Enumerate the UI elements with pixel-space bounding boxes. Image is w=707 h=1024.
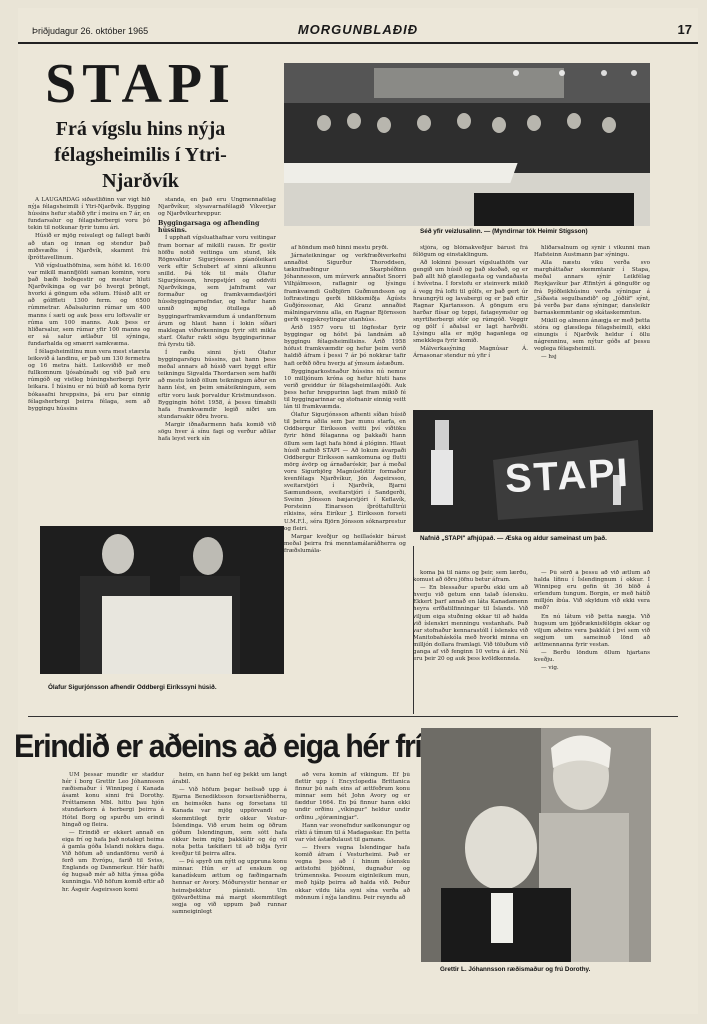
article2-column-5 xyxy=(534,570,650,710)
paragraph: — Erindið er ekkert annað en eiga frí og hafa það notalegt heima á gamla góða Íslandi nokkra daga. Við höfum að undanförnu verið á ferð um Evrópu, farið til Sviss, Englands og Danmerkur. Hér hafði ég hugsað mér að hitta ýmsa góða kunningja. Við höfum komið eftir að hr. Ásgeir Ásgeirsson komi xyxy=(62,829,164,893)
officials-handover-photo xyxy=(40,526,284,674)
stage-photo-caption: Nafnið „STAPI" afhjúpað. — Æska og aldur sameinast um það. xyxy=(420,535,607,542)
page-header xyxy=(18,8,698,44)
article1-column-4 xyxy=(413,245,528,407)
paragraph: Húsið er mjög reisulegt og fallegt bæði að utan og innan og stendur það miðsvæðis í Njarðvík, skammt frá íþróttavellinum. xyxy=(28,233,150,261)
article1-column-5 xyxy=(534,245,650,407)
paragraph: Margir iðnaðarmenn hafa komið við sögu hver á sínu fagi og verður aðilar hafa leyst verk sín xyxy=(158,421,276,443)
paragraph: koma þá til náms og þeir, sem lærðu, komust að öðru jöfnu betur áfram. xyxy=(413,570,528,584)
paragraph: — vig. xyxy=(541,665,559,672)
article2-column-3 xyxy=(295,772,410,972)
paragraph: Í upphafi vígsluathafnar voru veitingar fram bornar af mikilli rausn. Er gestir höfðu notið veitinga um stund, lék Rögnvaldur Sigurjónsson píanóleikari verk eftir Schubert af sinni alkunnu snilld. Þá tók til máls Ólafur Sigurjónsson, hreppstjóri og oddviti Njarðvíkinga, sem jafnframt var formaður og framkvæmdastjóri hússbyggingarnefndar, og hefur hann unnið mjög ötullega að byggingarframkvæmdum á undanförnum árum og hlaut hann í lokin síðari maklegan viðurkenningu fyrir sitt mikla starf. Ólafur rakti sögu byggingarinnar frá fyrstu tíð. xyxy=(158,235,276,348)
article1-column-3 xyxy=(284,245,406,717)
header-paper-name: MORGUNBLAÐIÐ xyxy=(297,22,419,37)
article2-column-1 xyxy=(62,772,164,972)
article1-subtitle: Frá vígslu hins nýja félagsheimilis í Ytri-Njarðvík xyxy=(54,118,227,192)
section-heading: Byggingarsaga og afhending hússins. xyxy=(158,220,260,235)
article-divider xyxy=(28,716,678,717)
article2-column-2 xyxy=(172,772,287,972)
article2-title: Erindið er aðeins að eiga hér frí xyxy=(14,728,422,764)
paragraph: stjóra, og blómakveðjur bárust frá félögum og einstaklingum. xyxy=(413,245,528,259)
paragraph: — Hvers vegna Íslendingar hafa komið áfram í Vesturheimi. Það er vegna þess að í hinum íslensku ættstofni þjóðinni, dugnaður og trúmennska. Þessum eiginleikum mun, með hjálp þeirra að halda við. Þeður okkar vildu láta syni sína verða að mönnum í nýja landinu. Þeir reyndu að xyxy=(295,844,410,901)
paragraph: að vera komin af víkingum. Ef þú flettir upp í Encyclopedia Brittanica finnur þú nafn eins af ættfeðrum konu minnar sem hét John Avory og er fæddur 1664. En þú finnur hann ekki undir orðinu „víkingur" heldur undir orðinu „sjóræningjar". xyxy=(295,772,410,821)
paragraph: En nú látum við þetta nægja. Við hugsum um þjóðræknisfélögin okkar og viljum aðeins vera þakklát í því sem við segjum um sameinuð lönd að ættmennanna fyrir vestan. xyxy=(534,613,650,648)
article2-column-4 xyxy=(413,570,528,710)
stage-sign-photo xyxy=(413,410,653,532)
paragraph: Margar kveðjur og heillaóskir bárust meðal þeirra frá menntamálaráðherra og fræðslumála- xyxy=(284,533,406,554)
stage-sign-text: STAPI xyxy=(503,450,631,502)
paragraph: af höndum með hinni mestu prýði. xyxy=(291,245,389,251)
officials-photo-caption: Ólafur Sigurjónsson afhendir Oddbergi Eiríkssyni húsið. xyxy=(48,684,217,691)
paragraph: Mikill og almenn ánægja er með þetta stóra og glæsilega félagsheimili, ekki einungis í Njarðvík heldur í öllu nágrenninu, sem nýtur góðs af þessu veglega félagsheimili. xyxy=(534,317,650,353)
officials-handover-image xyxy=(40,526,284,674)
paragraph: standa, en það eru Ungmennafélag Njarðvíkur, slysavarnafélagið Víkverjar og Njarðvíkurhreppur. xyxy=(158,197,276,218)
article1-column-1 xyxy=(28,197,150,521)
banquet-photo-caption: Séð yfir veizlusalinn. — (Myndirnar tók Heimir Stígsson) xyxy=(420,228,588,235)
paragraph: hliðarsalnum og sýnir í vikunni man Hafsteinn Austmann þar sýningu. xyxy=(534,245,650,259)
paragraph: Byggingarkostnaður hússins nú nemur 10 milljónum króna og hefur hluti hans verið greiddur úr félagsheimilasjóði. Auk þess hefur hreppurinn lagt fram mikið fé til byggingarinnar og stofnanir einnig veitt lán til framkvæmda. xyxy=(284,368,406,411)
paragraph: Járnateikningar og verkfræðiverkefni annaðist Sigurður Thoroddsen, tæknifræðingur Skarphéðinn Jóhannesson, um múrverk annaðist Snorri Vilhjálmsson, raflagnir og lýsingu framkvæmdi Guðbjörn Guðmundsson og loftræstingu gerði blikksmiðja Ágústs Guðjónssonar, Aki Granz annaðist málningarvinnu alla, en Ragnar Björnsson gerði veggskreytingar utanhúss. xyxy=(284,253,406,323)
paragraph: — Við höfum þegar heilsað upp á Bjarna Benediktsson forsætisráðherra, en heimsókn hans og forsetans til Kanada var mjög uppörvandi og skemmtilegt fyrir okkur Vestur-Íslendinga. Við erum heim og öðrum góðum Íslendingum, sem sótt hafa okkur heim mjög þakklátir og ég vil nota þetta tækifæri til að biðja fyrir kveðjur til þeirra allra. xyxy=(172,787,287,858)
paragraph: — hsj xyxy=(541,354,557,361)
paragraph: Hann var svonefndur sælkonungur og ríkti á tímum til á Madagaskar. En þetta var víst ástæðulaust til gamans. xyxy=(295,822,410,843)
portrait-photo-caption: Grettir L. Jóhannsson ræðismaður og frú Dorothy. xyxy=(440,966,591,973)
paragraph: Alla næstu viku verða svo margháttaðar skemmtanir í Stapa, meðal annars sýnir Leikfélag Reykjavíkur þar Æfintýri á gönguför og frá Þjóðleikhúsinu verða sýningar á „Síðasta segulbandið" og „Jóðlíf" sýnt, þá verða þar dans sýningar, dansleikir barnaskemmtanir og skátaskemmtun. xyxy=(534,260,650,316)
paragraph: Málverkasýning Magnúsar Á. Árnasonar stendur nú yfir í xyxy=(413,346,528,360)
paragraph: — Þú sérð á þessu að við ætlum að halda lífinu í Íslendingnum í okkur. Í Winnipeg eru gefin út 36 blöð á erlendum tungum. Borgin, er með hátíð milljón íbúa. Við skyldum við ekki vera með? xyxy=(534,570,650,612)
article1-title: STAPI xyxy=(45,53,236,115)
paragraph: Í ræðu sinni lýsti Ólafur byggingarsögu hússins, gat hann þess meðal annars að húsið væri byggt eftir teikningu Sigvalda Thordarsen sem hafði að mestu lokið öllum teikningum áður en hann lést, en þeim smáteikningum, sem eftir voru lauk þorvaldur Kristmundsson. Byggingin hófst 1958, á þessu tímabili hafa framkvæmdir legið niðri um stundarsakir öðru hvoru. xyxy=(158,349,276,420)
paragraph: — Þú spyrð um nýtt og uppruna konu minnar. Hún er af enskum og kanadískum ættum og fæðingarnafn hennar er Avory. Móðursystir hennar er heimsþekktur píanisti. Um fjölvarðettina má margt skemmtilegt segja og við uppum það runnar samneiginlegt xyxy=(172,859,287,915)
paragraph: Árið 1957 voru til lögfestar fyrir byggingar og hófst þá landnám að byggingu félagsheimilisins. Árið 1958 hófust framkvæmdir og hefur þeim verið haldið áfram í þessi 7 ár þó nokkrar tafir hafi orðið öðru hverju af ýmsum ástæðum. xyxy=(284,325,406,367)
paragraph: UM þessar mundir er staddur hér í borg Grettir Leo Jóhannsson ræðismaður í Winnipeg í Kanada ásamt konu sinni frú Dorothy. Fréttamenn Mbl. hittu þau hjón stundarkorn á herbergi þeirra á Hótel Borg og spurðu um erindi hingað og fleira. xyxy=(62,772,164,828)
paragraph: Ólafur Sigurjónsson afhenti síðan húsið til þeirra aðila sem þar munu starfa, en Oddbergur Eiríksson veitti því viðtöku fyrir hönd félaganna og þakkaði hann öllum sem lagt hafa hönd á plóginn. Hlaut húsið nafnið STAPI — Að lokum ávarpaði Oddbergur Eiríksson samkomuna og flutti mörg ávörp og árnaðaróskir, þar á meðal voru Sigurbjörg Magnúsdóttir formaður kvenfélags Njarðvíkur, Jón Ásgeirsson, sveitarstjóri í Njarðvík, Bjarni Sæmundsson, sveitarstjóri í Sandgerði, Sveinn Jónsson bæjarstjóri í Keflavík, Þorsteinn Einarsson íþróttafulltrúi ríkisins, séra Eiríkur J. Eiríksson forseti U.M.F.Í., séra Björn Jónsson sóknarprestur og fleiri. xyxy=(284,412,406,532)
consul-portrait-photo xyxy=(421,728,651,962)
paragraph: Að lokinni þessari vígsluathöfn var gengið um húsið og það skoðað, og er það allt hið glæsilegasta og vandaðasta í hvívetna. Í forstofu er steinverk mikið á vegg frá lofti til gólfs, er það gert úr hraungrýti og lavabergi og er það eftir Ragnar Kjartansson. Á göngum eru harðar flísar og teppi, fatageymslur og snyrtiherbergi stór og rúmgóð. Veggir og gólf í aðalsal er lagt harðviði. Lýsingu alla er mjög haganlega og smekklega fyrir komið. xyxy=(413,260,528,345)
paragraph: Á LAUGARDAG síðastliðinn var vígt hið nýja félagsheimili í Ytri-Njarðvík. Bygging hússins hefur staðið yfir í meira en 7 ár, en fundarsalur og félagsherbergi voru þó tekin til notkunar fyrir tumu ári. xyxy=(28,197,150,232)
consul-portrait-image xyxy=(421,728,651,962)
banquet-hall-image xyxy=(284,63,650,226)
article1-column-2 xyxy=(158,197,276,521)
paragraph: Í félagsheimilinu mun vera mest stærsta leiksvið á landinu, er það um 130 fermetra og 16 metra hátt. Leiksviðið er með fullkomnum ljósabúnaði og við það eru rúmgóð og vistleg búningsherbergi fyrir leikara. Í húsinu er nú búið að koma fyrir bókasafni hreppsins, þá eru þar einnig félagsherbergi þeirra félaga, sem að byggingu hússins xyxy=(28,348,150,412)
paragraph: — En blessaður spurðu ekki um að hverju við getum enn talað íslensku. Ekkert þarf annað en láta Kanadamenn heyra erfðatilfinningar til Íslands. Við viljum eiga stuðning okkar til að halda við íslenskri menningu vestanhafs. Það var stofnaður kennarastóll í íslensku við Manitobaháskóla með hvorki minna en milljón dollara framlagi. Við töluðum við ganga af við fenginn 10 vetra á ári. Nú eru þeir 20 og auk þess kvöldkennsla. xyxy=(413,585,528,663)
header-date: Þriðjudagur 26. október 1965 xyxy=(32,26,149,36)
header-page-number: 17 xyxy=(677,22,692,37)
paragraph: heim, en hann hef ég þekkt um langt árabil. xyxy=(172,772,287,786)
banquet-hall-photo xyxy=(284,63,650,226)
paragraph: — Berðu löndum öllum hjartans kveðju. xyxy=(534,650,650,664)
paragraph: Við vígsluathöfnina, sem hófst kl. 16:00 var mikill mannfjöldi saman kominn, voru það bæði boðsgestir og mestur hluti Njarðvíkinga og var þó hvergi þröngt, hvorki á göngum eða sölum. Húsið allt er að gólffleti 1300 ferm. og 6500 rúmmetrar. Aðalsalurinn rúmar um 400 manns í sæti og auk þess eru loftsvalir er rúma um 100 manns. Auk þess er hliðarsalur, sem rúmar yfir 100 manns og er sá salur ætlaður til sýninga, fundarhalda og smærri samkvæma. xyxy=(28,262,150,347)
